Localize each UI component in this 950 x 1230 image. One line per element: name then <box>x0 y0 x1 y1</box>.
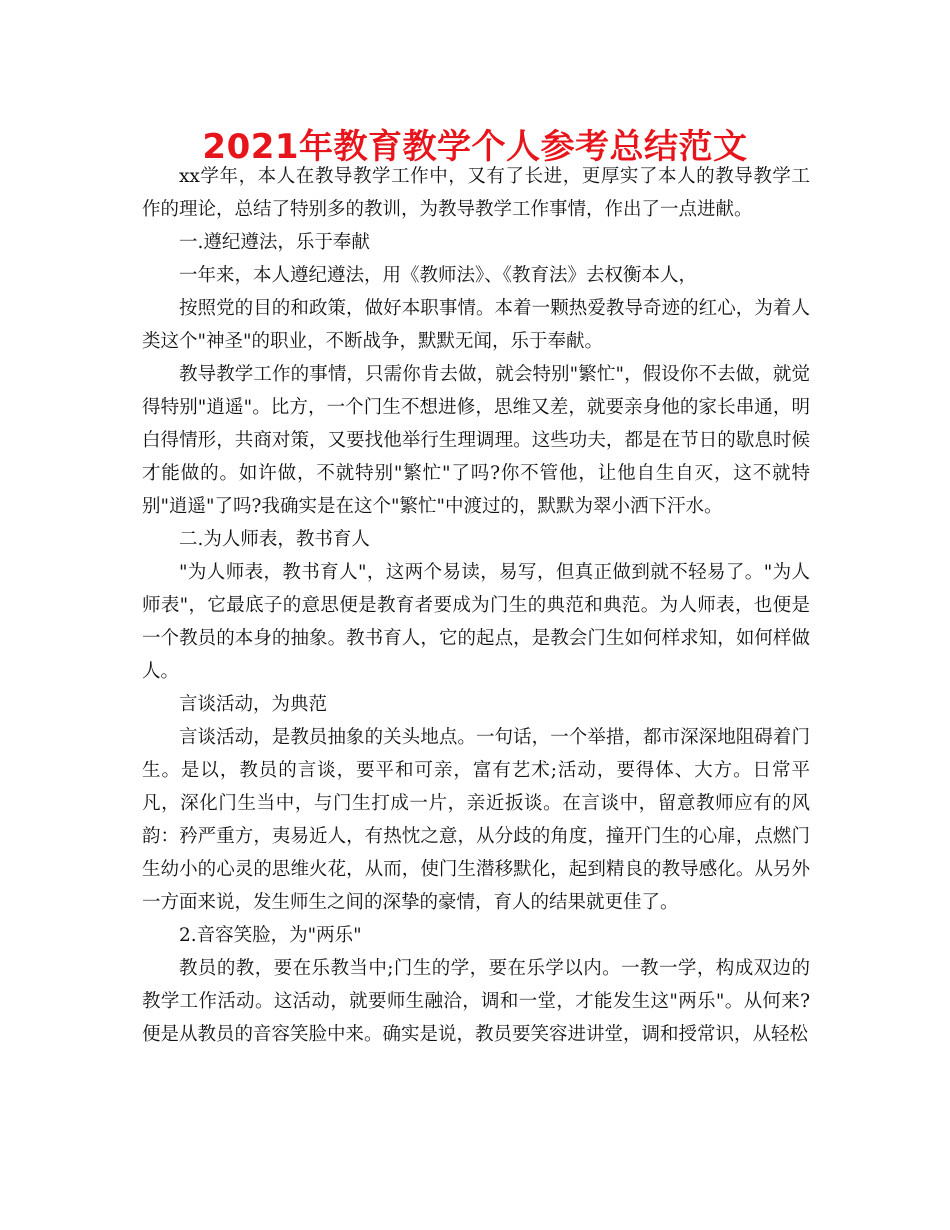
paragraph: "为人师表，教书育人"，这两个易读，易写，但真正做到就不轻易了。"为人师表"，它最底子的意思便是教育者要成为门生的典范和典范。为人师表，也便是一个教员的本身的抽象。教书育人，它的起点，是教会门生如何样求知，如何样做人。 <box>142 562 810 682</box>
subsection-heading: 2.音容笑脸，为"两乐" <box>179 925 362 946</box>
document-title: 2021年教育教学个人参考总结范文 <box>202 127 748 167</box>
document-body <box>142 160 810 1051</box>
section-heading-2: 二.为人师表，教书育人 <box>179 529 370 550</box>
subsection-heading: 言谈活动，为典范 <box>179 694 328 715</box>
paragraph: 按照党的目的和政策，做好本职事情。本着一颗热爱教导奇迹的红心，为着人类这个"神圣"的职业，不断战争，默默无闻，乐于奉献。 <box>142 298 810 352</box>
paragraph: 一年来，本人遵纪遵法，用《教师法》、《教育法》去权衡本人， <box>179 265 698 286</box>
paragraph: 教导教学工作的事情，只需你肯去做，就会特别"繁忙"，假设你不去做，就觉得特别"逍遥"。比方，一个门生不想进修，思维又差，就要亲身他的家长串通，明白得情形，共商对策，又要找他举行生理调理。这些功夫，都是在节日的歇息时候才能做的。如许做，不就特别"繁忙"了吗?你不管他，让他自生自灭，这不就特别"逍遥"了吗?我确实是在这个"繁忙"中渡过的，默默为翠小洒下汗水。 <box>142 364 810 517</box>
paragraph-intro: xx学年，本人在教导教学工作中，又有了长进，更厚实了本人的教导教学工作的理论，总结了特别多的教训，为教导教学工作事情，作出了一点进献。 <box>142 166 810 220</box>
paragraph: 教员的教，要在乐教当中;门生的学，要在乐学以内。一教一学，构成双边的教学工作活动。这活动，就要师生融洽，调和一堂，才能发生这"两乐"。从何来?便是从教员的音容笑脸中来。确实是说，教员要笑容进讲堂，调和授常识，从轻松 <box>142 958 810 1045</box>
paragraph: 言谈活动，是教员抽象的关头地点。一句话，一个举措，都市深深地阻碍着门生。是以，教员的言谈，要平和可亲，富有艺术;活动，要得体、大方。日常平凡，深化门生当中，与门生打成一片，亲近扳谈。在言谈中，留意教师应有的风韵：矜严重方，夷易近人，有热忱之意，从分歧的角度，撞开门生的心扉，点燃门生幼小的心灵的思维火花，从而，使门生潜移默化，起到精良的教导感化。从另外一方面来说，发生师生之间的深挚的豪情，育人的结果就更佳了。 <box>142 727 810 913</box>
section-heading-1: 一.遵纪遵法，乐于奉献 <box>179 232 370 253</box>
